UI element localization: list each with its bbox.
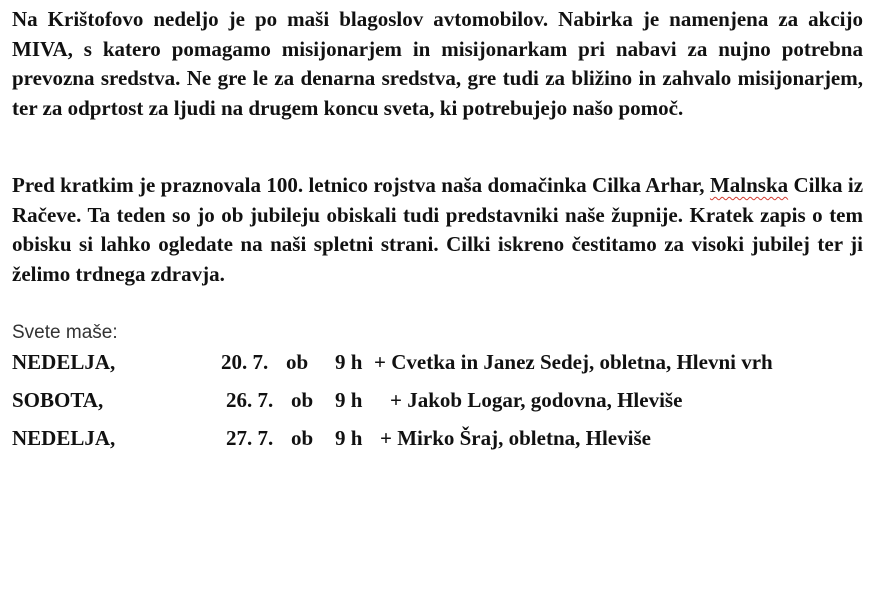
mass-row bbox=[12, 350, 881, 380]
masses-section-label: Svete maše: bbox=[12, 322, 118, 343]
jubilee-text-lead: Pred kratkim je praznovala 100. letnico rojstva naša domačinka Cilka Arhar, bbox=[12, 173, 705, 197]
mass-ob: ob bbox=[291, 426, 314, 450]
mass-intention: + Cvetka in Janez Sedej, obletna, Hlevni vrh bbox=[374, 350, 773, 374]
mass-row bbox=[12, 426, 881, 456]
announcement-paragraph-car-blessing: Na Krištofovo nedeljo je po maši blagoslov avtomobilov. Nabirka je namenjena za akcijo MIVA, s katero pomagamo misijonarjem in misijonarkam pri nabavi za nujno potrebna prevozna sredstva. Ne gre le za denarna sredstva, gre tudi za bližino in zahvalo misijonarjem, ter za odprtost za ljudi na drugem koncu sveta, ki potrebujejo našo pomoč. bbox=[12, 7, 863, 120]
spellcheck-flagged-word: Malnska bbox=[709, 173, 789, 197]
mass-intention: + Mirko Šraj, obletna, Hleviše bbox=[380, 426, 651, 450]
mass-ob: ob bbox=[286, 350, 309, 374]
mass-hour: 9 h bbox=[335, 426, 363, 450]
jubilee-text-rest: Cilka iz Račeve. Ta teden so jo ob jubileju obiskali tudi predstavniki naše župnije. Kratek zapis o tem obisku si lahko ogledate na naši spletni strani. Cilki iskreno čestitamo za visoki jubilej ter ji želimo trdnega zdravja. bbox=[12, 173, 864, 286]
mass-hour: 9 h bbox=[335, 350, 363, 374]
mass-day: NEDELJA, bbox=[12, 350, 116, 374]
mass-day: NEDELJA, bbox=[12, 426, 116, 450]
mass-hour: 9 h bbox=[335, 388, 363, 412]
mass-row bbox=[12, 388, 881, 418]
mass-day: SOBOTA, bbox=[12, 388, 104, 412]
mass-date: 26. 7. bbox=[226, 388, 274, 412]
mass-date: 27. 7. bbox=[226, 426, 274, 450]
mass-date: 20. 7. bbox=[221, 350, 269, 374]
mass-intention: + Jakob Logar, godovna, Hleviše bbox=[390, 388, 683, 412]
mass-ob: ob bbox=[291, 388, 314, 412]
announcement-paragraph-jubilee bbox=[12, 171, 863, 289]
